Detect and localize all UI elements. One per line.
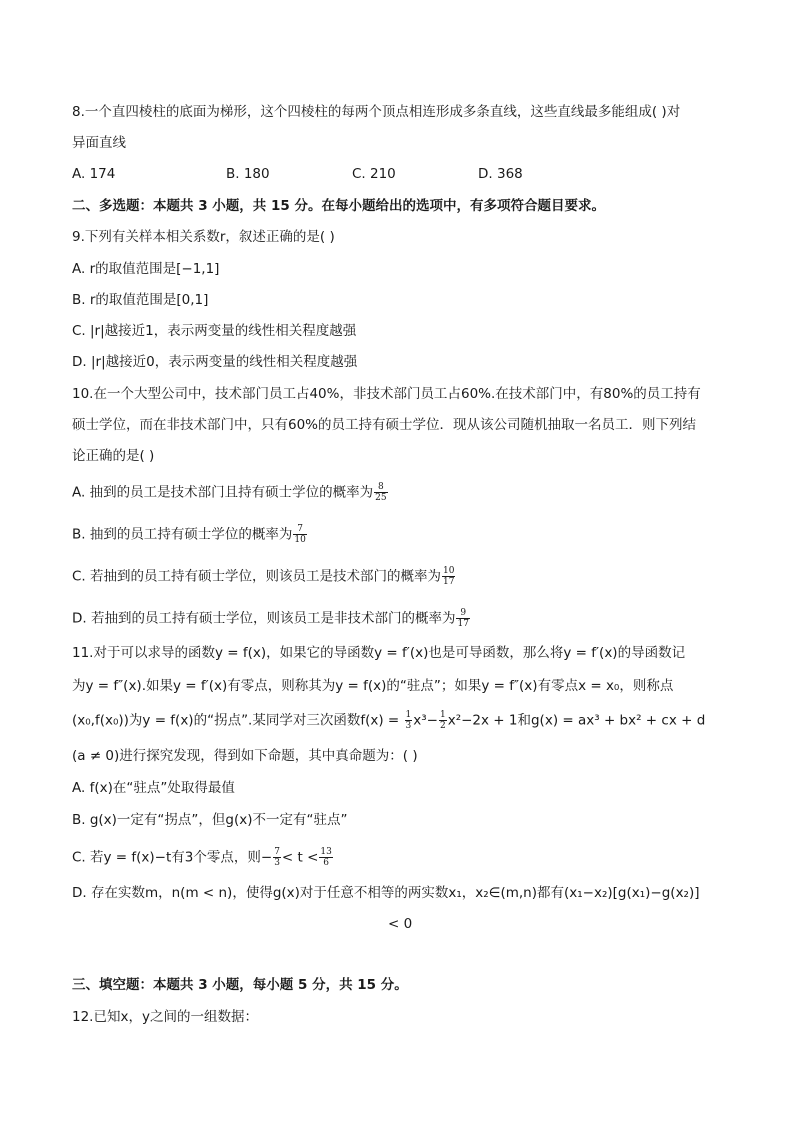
q11-option-c-pre: C. 若y = f(x)−t有3个零点，则− — [72, 849, 273, 866]
q11-option-a: A. f(x)在“驻点”处取得最值 — [72, 780, 235, 796]
q10-option-d-fraction — [456, 608, 469, 629]
fraction-numerator: 10 — [443, 566, 455, 576]
fraction-numerator: 7 — [293, 524, 306, 535]
q11-option-c — [72, 847, 334, 868]
q11-option-d-line1: D. 存在实数m，n(m < n)，使得g(x)对于任意不相等的两实数x₁，x₂∈(m,n)都有(x₁−x₂)[g(x₁)−g(x₂)] — [72, 885, 700, 901]
q11-line3-part2: x³− — [413, 712, 438, 729]
q9-option-a: A. r的取值范围是[−1,1] — [72, 261, 220, 277]
q11-line4: (a ≠ 0)进行探究发现，得到如下命题，其中真命题为：( ) — [72, 748, 418, 764]
fraction-denominator: 10 — [294, 535, 306, 545]
q11-fraction-seven-thirds: $\frac{7}{3}$ — [274, 847, 280, 868]
q11-line2: 为y = f″(x).如果y = f′(x)有零点，则称其为y = f(x)的“驻点”；如果y = f″(x)有零点x = x₀，则称点 — [72, 678, 674, 694]
q10-line1: 10.在一个大型公司中，技术部门员工占40%，非技术部门员工占60%.在技术部门中，有80%的员工持有 — [72, 386, 701, 402]
q11-line3 — [72, 710, 705, 731]
q10-option-b-fraction — [293, 524, 306, 545]
q8-line1: 8.一个直四棱柱的底面为梯形，这个四棱柱的每两个顶点相连形成多条直线，这些直线最多能组成( )对 — [72, 104, 681, 120]
fraction-denominator: 17 — [443, 577, 455, 587]
q10-option-a — [72, 482, 389, 503]
q9-option-c: C. |r|越接近1，表示两变量的线性相关程度越强 — [72, 323, 357, 339]
q10-option-c — [72, 566, 456, 587]
q10-option-d — [72, 608, 471, 629]
fraction-numerator: 9 — [456, 608, 469, 619]
q10-line3: 论正确的是( ) — [72, 448, 155, 464]
q10-option-d-text: D. 若抽到的员工持有硕士学位，则该员工是非技术部门的概率为 — [72, 610, 456, 627]
q10-option-b — [72, 524, 308, 545]
q10-option-b-text: B. 抽到的员工持有硕士学位的概率为 — [72, 526, 293, 543]
q11-option-d-line2: < 0 — [388, 916, 413, 932]
q11-line3-part1: (x₀,f(x₀))为y = f(x)的“拐点”.某同学对三次函数f(x) = — [72, 712, 404, 729]
q11-line3-part3: x²−2x + 1和g(x) = ax³ + bx² + cx + d — [447, 712, 706, 729]
q8-option-a: A. 174 — [72, 166, 116, 182]
q11-fraction-one-third: $\frac{1}{3}$ — [405, 710, 412, 731]
q11-fraction-thirteen-sixths: $\frac{13}{6}$ — [320, 847, 332, 868]
q9-option-d: D. |r|越接近0，表示两变量的线性相关程度越强 — [72, 354, 358, 370]
q10-line2: 硕士学位，而在非技术部门中，只有60%的员工持有硕士学位．现从该公司随机抽取一名员工．则下列结 — [72, 417, 697, 433]
q11-option-b: B. g(x)一定有“拐点”，但g(x)不一定有“驻点” — [72, 812, 348, 828]
q10-option-a-text: A. 抽到的员工是技术部门且持有硕士学位的概率为 — [72, 484, 374, 501]
q11-line1: 11.对于可以求导的函数y = f(x)，如果它的导函数y = f′(x)也是可导函数，那么将y = f′(x)的导函数记 — [72, 645, 686, 661]
q12-stem: 12.已知x，y之间的一组数据： — [72, 1009, 258, 1025]
section-2-title: 二、多选题：本题共 3 小题，共 15 分。在每小题给出的选项中，有多项符合题目要求。 — [72, 198, 605, 214]
fraction-denominator: 25 — [375, 493, 387, 503]
q10-option-a-fraction — [374, 482, 387, 503]
section-3-title: 三、填空题：本题共 3 小题，每小题 5 分，共 15 分。 — [72, 977, 408, 993]
q8-line2: 异面直线 — [72, 135, 126, 151]
q8-option-b: B. 180 — [226, 166, 270, 182]
q8-option-c: C. 210 — [352, 166, 396, 182]
q9-option-b: B. r的取值范围是[0,1] — [72, 292, 209, 308]
q11-fraction-one-half: $\frac{1}{2}$ — [439, 710, 446, 731]
fraction-numerator: 8 — [374, 482, 387, 493]
q10-option-c-fraction — [442, 566, 455, 587]
q8-option-d: D. 368 — [478, 166, 523, 182]
fraction-denominator: 17 — [457, 619, 469, 629]
q10-option-c-text: C. 若抽到的员工持有硕士学位，则该员工是技术部门的概率为 — [72, 568, 442, 585]
q9-stem: 9.下列有关样本相关系数r，叙述正确的是( ) — [72, 229, 335, 245]
q11-option-c-mid: < t < — [281, 849, 319, 866]
